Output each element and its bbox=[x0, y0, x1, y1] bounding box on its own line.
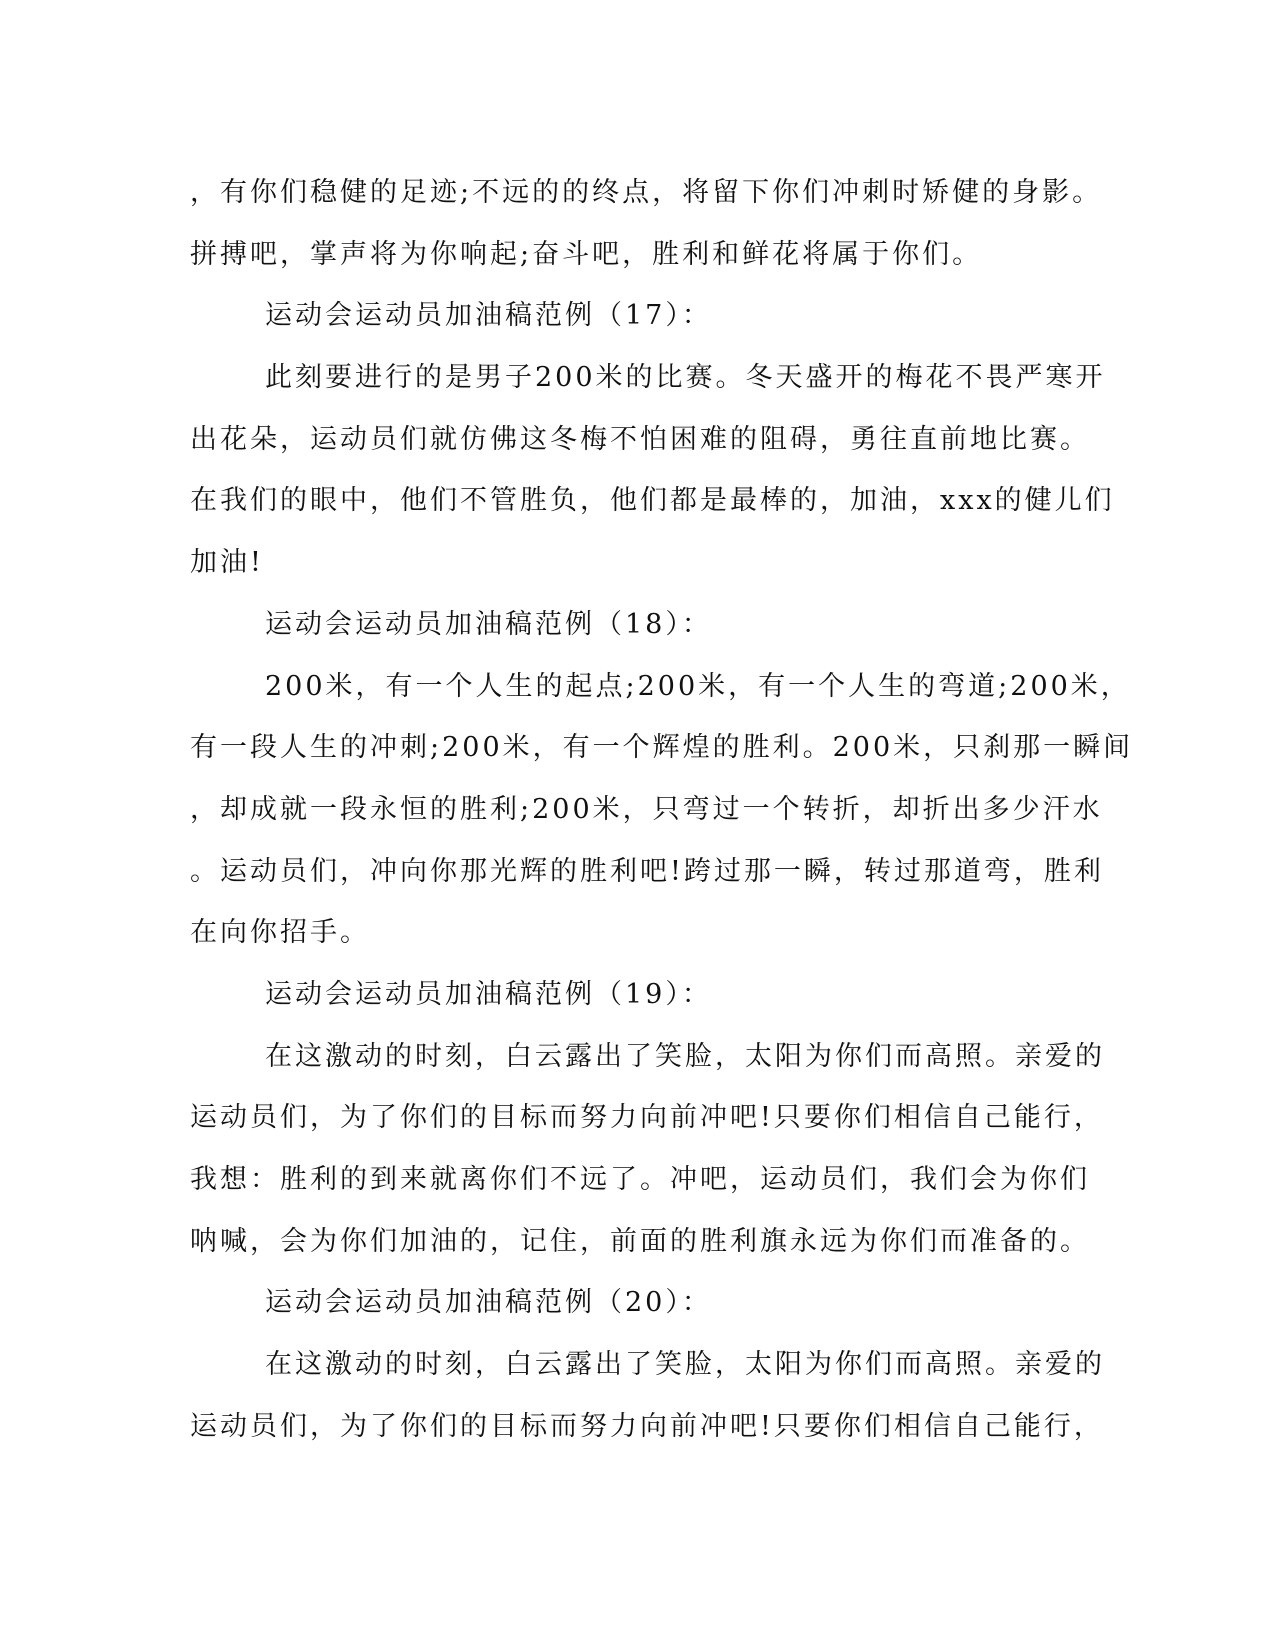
paragraph-line: 我想：胜利的到来就离你们不远了。冲吧，运动员们，我们会为你们 bbox=[190, 1164, 1090, 1195]
paragraph-line: 出花朵，运动员们就仿佛这冬梅不怕困难的阻碍，勇往直前地比赛。 bbox=[190, 423, 1090, 455]
paragraph-line: 有一段人生的冲刺;200米，有一个辉煌的胜利。200米，只刹那一瞬间 bbox=[190, 732, 1134, 764]
paragraph-line: 拼搏吧，掌声将为你响起;奋斗吧，胜利和鲜花将属于你们。 bbox=[190, 238, 983, 270]
paragraph-line: ，有你们稳健的足迹;不远的的终点，将留下你们冲刺时矫健的身影。 bbox=[190, 177, 1103, 208]
paragraph-line: 在我们的眼中，他们不管胜负，他们都是最棒的，加油，xxx的健儿们 bbox=[190, 485, 1115, 517]
document-body bbox=[190, 162, 1134, 1457]
paragraph-line: 。运动员们，冲向你那光辉的胜利吧!跨过那一瞬，转过那道弯，胜利 bbox=[190, 855, 1104, 887]
paragraph-line: 呐喊，会为你们加油的，记住，前面的胜利旗永远为你们而准备的。 bbox=[190, 1225, 1090, 1257]
paragraph-line: 在向你招手。 bbox=[190, 917, 370, 949]
paragraph-line: 运动员们，为了你们的目标而努力向前冲吧!只要你们相信自己能行， bbox=[190, 1102, 1104, 1134]
paragraph-line: 在这激动的时刻，白云露出了笑脸，太阳为你们而高照。亲爱的 bbox=[265, 1040, 1105, 1072]
paragraph-line: 运动员们，为了你们的目标而努力向前冲吧!只要你们相信自己能行， bbox=[190, 1410, 1104, 1442]
paragraph-line: 200米，有一个人生的起点;200米，有一个人生的弯道;200米， bbox=[265, 670, 1131, 702]
section-heading: 运动会运动员加油稿范例（19）： bbox=[265, 978, 712, 1010]
paragraph-line: 此刻要进行的是男子200米的比赛。冬天盛开的梅花不畏严寒开 bbox=[265, 362, 1106, 394]
section-heading: 运动会运动员加油稿范例（18）： bbox=[265, 608, 712, 640]
paragraph-line: 加油! bbox=[190, 547, 264, 579]
paragraph-line: ，却成就一段永恒的胜利;200米，只弯过一个转折，却折出多少汗水 bbox=[190, 793, 1103, 825]
section-heading: 运动会运动员加油稿范例（17）： bbox=[265, 300, 712, 332]
section-heading: 运动会运动员加油稿范例（20）： bbox=[265, 1287, 712, 1319]
paragraph-line: 在这激动的时刻，白云露出了笑脸，太阳为你们而高照。亲爱的 bbox=[265, 1349, 1105, 1381]
